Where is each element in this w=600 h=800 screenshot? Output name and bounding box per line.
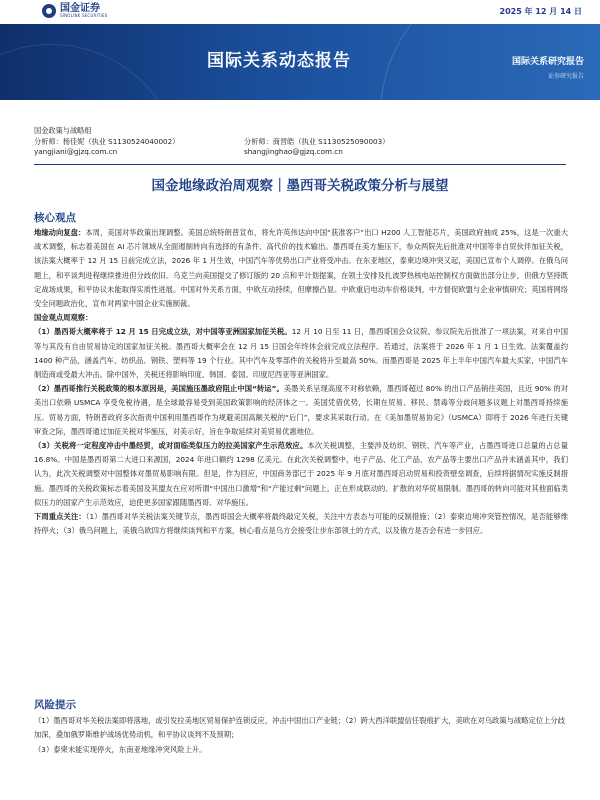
dept-label: 国际关系研究报告: [511, 57, 584, 67]
paragraph-next-week: [34, 510, 568, 538]
paragraph-overview: [34, 226, 568, 311]
dept-sub-label: 证券研究报告: [547, 73, 584, 80]
point-3-text: 本次关税调整，主要涉及纺织、钢铁、汽车等产业，占墨西哥进口总量的占总量 16.8%。中国是墨西哥第二大进口来源国，2024 年进口额约 1298 亿美元。在此次关税调整中，电子产品、化工产品、农产品等主要出口产品并未涵盖其中，我们认为，此次关税调整对中国整体对墨贸易影响有限。但是，作为回应，中国商务部已于 2025 年 9 月底对墨西哥启动贸易和投资壁垒调查，后续将据情况实施反制措施。墨西哥的关税政策标志着美国及其盟友在应对所谓“中国出口激增”和“产能过剩”问题上，正在形成联动的、扩散的对华贸易限制。墨西哥的转向可能对其他面临类似压力的国家产生示范效应，迫使更多国家跟随墨西哥、对华施压。: [34, 441, 569, 507]
analyst-2-email[interactable]: shangjinghao@gjzq.com.cn: [244, 147, 343, 156]
point-1-lead: （1）墨西哥大概率将于 12 月 15 日完成立法，对中国等亚洲国家加征关税。: [34, 327, 292, 337]
analyst-1-email[interactable]: yangjiani@gjzq.com.cn: [34, 147, 118, 156]
analyst-2: 分析师：商晋皓（执业 S1130525090003）: [244, 137, 390, 146]
banner-dept: [512, 54, 584, 80]
next-week-lead: 下周重点关注：: [34, 512, 86, 522]
document-title: 国金地缘政治周观察｜墨西哥关税政策分析与展望: [151, 178, 449, 194]
risk-heading: 风险提示: [34, 699, 76, 711]
point-2-lead: （2）墨西哥推行关税政策的根本原因是，美国施压墨政府阻止中国“转运”。: [34, 384, 284, 394]
core-heading: 核心观点: [34, 212, 76, 224]
risk-body: [34, 714, 568, 757]
divider: [34, 164, 566, 165]
top-bar: [0, 0, 600, 22]
risk-item-2: （3）泰柬未能实现停火，东南亚地缘冲突风险上升。: [34, 744, 207, 754]
logo-cn-text: 国金证券: [60, 3, 100, 14]
analyst-1: 分析师：杨佳妮（执业 S1130524040002）: [34, 137, 180, 146]
report-date: 2025 年 12 月 14 日: [499, 7, 582, 16]
logo-mark-icon: [42, 4, 56, 18]
logo-en-text: SINOLINK SECURITIES: [60, 13, 108, 18]
paragraph-point-1: [34, 325, 568, 382]
company-logo: [42, 4, 107, 18]
point-3-lead: （3）关税将一定程度冲击中墨经贸，或对面临类似压力的拉美国家产生示范效应。: [34, 441, 308, 451]
header-banner: [0, 24, 600, 100]
next-week-text: （1）墨西哥对华关税法案关键节点，墨西哥国会大概率将最终敲定关税，关注中方表态与可能的反制措施；（2）泰柬边境冲突管控情况，是否能够维持停火；（3）俄乌问题上，美俄乌欧四方将继续谈判和平方案，核心看点是乌方会接受让步东部领土的方式，以及俄方是否会有进一步回应。: [34, 512, 568, 536]
banner-title: 国际关系动态报告: [207, 51, 351, 71]
subheading: [34, 311, 568, 325]
paragraph-point-3: [34, 439, 568, 510]
overview-text: 本周，美国对华政策出现调整。美国总统特朗普宣布，将允许英伟达向中国“获准客户”出口 H200 人工智能芯片，美国政府抽成 25%，这是一次重大战术调整，标志着美国在 AI 芯片领域从全面遏制转向有选择的有条件、高代价的技术输出。墨西哥在美方施压下，参众两院先后批准对中国等非自贸伙伴加征关税，该法案大概率于 12 月 15 日前完成立法，2026 年 1 月生效，中国汽车等优势出口产业将受冲击。在东亚地区，泰柬边境冲突又起，美国已宣布个人调停。在俄乌问题上，和平谈判进程继续推进但分歧依旧。乌克兰向美国提交了修订版的 20 点和平计划提案，在领土安排及扎波罗热核电站控制权方面做出部分让步，但俄方坚持既定战场成果，和平协议未能取得实质性进展。中国对外关系方面，中欧互动持续，但摩擦凸显。中欧重启电动车价格谈判，中方督促欧盟与企业审慎研究；英国将网络安全问题政治化，宣布对两家中国企业实施制裁。: [34, 228, 569, 309]
point-1-text: 12 月 10 日至 11 日，墨西哥国会众议院、参议院先后批准了一项法案，对来自中国等与其没有自由贸易协定的国家加征关税。墨西哥大概率会在 12 月 15 日国会年终休会前完成立法程序。若通过，法案将于 2026 年 1 月 1 日生效。法案覆盖约 1400 种产品，涵盖汽车、纺织品、钢铁、塑料等 19 个行业。其中汽车及零部件的关税将升至最高 50%。而墨西哥是 2025 年上半年中国汽车最大买家，中国汽车制造商或受最大冲击。除中国外，关税还将影响印度、韩国、泰国、印度尼西亚等亚洲国家。: [34, 327, 568, 380]
point-2-text: 美墨关系呈现高度不对称依赖，墨西哥超过 80% 的出口产品销往美国，且近 90% 的对美出口依赖 USMCA 享受免税待遇，是全球最容易受到美国政策影响的经济体之一。美国凭借优势，长期在贸易、移民、禁毒等分歧问题多议题上对墨西哥持续施压。贸易方面，特朗普政府多次指责中国利用墨西哥作为规避美国高额关税的“后门”，要求其采取行动。在《美加墨贸易协定》（USMCA）即将于 2026 年进行关键审查之际，墨西哥通过加征关税对华施压，对美示好，旨在争取延续对美贸易优惠地位。: [34, 384, 569, 436]
risk-item-1: （1）墨西哥对华关税法案即将落地，或引发拉美地区贸易保护连锁反应，冲击中国出口产业链；（2）跨大西洋联盟信任裂痕扩大，美欧在对乌政策与战略定位上分歧加深，叠加俄罗斯维护战场优势动机，和平协议谈判不及预期；: [34, 716, 566, 740]
author-block: [34, 126, 574, 157]
paragraph-point-2: [34, 382, 568, 439]
author-group: 国金政策与战略组: [34, 126, 92, 135]
core-body: [34, 226, 568, 538]
subheading-text: 国金观点周观察：: [34, 313, 93, 323]
overview-lead: 地缘动向复盘：: [34, 228, 86, 237]
